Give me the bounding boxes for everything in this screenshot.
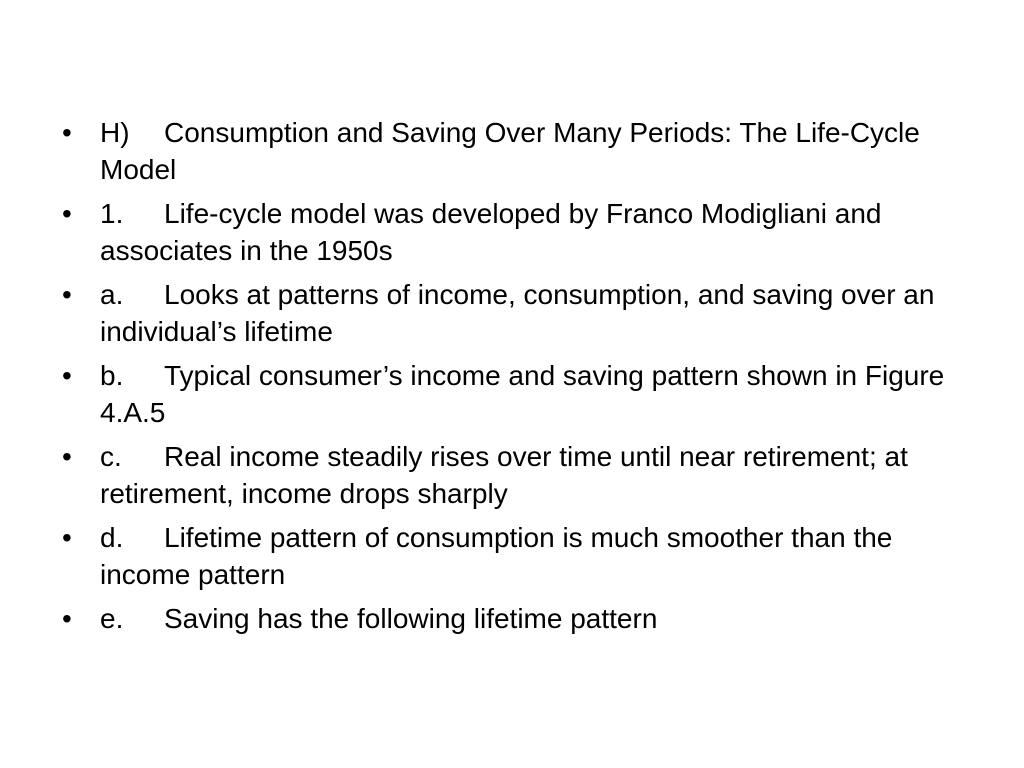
bullet-icon: • [62,279,72,310]
bullet-label: e. [100,603,124,634]
bullet-item [62,438,962,512]
bullet-icon: • [62,441,72,472]
bullet-text: Typical consumer’s income and saving pattern shown in Figure 4.A.5 [100,360,945,428]
bullet-item [62,276,962,350]
bullet-item [62,114,962,188]
bullet-icon: • [62,603,72,634]
bullet-label: H) [100,117,130,148]
bullet-icon: • [62,360,72,391]
bullet-item [62,600,962,637]
bullet-label: c. [100,441,122,472]
bullet-text: Looks at patterns of income, consumption, and saving over an individual’s lifetime [100,279,935,347]
bullet-icon: • [62,522,72,553]
bullet-icon: • [62,198,72,229]
bullet-text: Saving has the following lifetime pattern [164,603,658,634]
bullet-text: Lifetime pattern of consumption is much smoother than the income pattern [100,522,893,590]
bullet-text: Life-cycle model was developed by Franco Modigliani and associates in the 1950s [100,198,882,266]
bullet-item [62,357,962,431]
bullet-text: Real income steadily rises over time until near retirement; at retirement, income drops sharply [100,441,908,509]
bullet-list [62,114,962,644]
bullet-label: b. [100,360,124,391]
bullet-label: a. [100,279,124,310]
bullet-label: 1. [100,198,124,229]
bullet-item [62,519,962,593]
bullet-icon: • [62,117,72,148]
bullet-text: Consumption and Saving Over Many Periods: The Life-Cycle Model [100,117,920,185]
bullet-item [62,195,962,269]
bullet-label: d. [100,522,124,553]
